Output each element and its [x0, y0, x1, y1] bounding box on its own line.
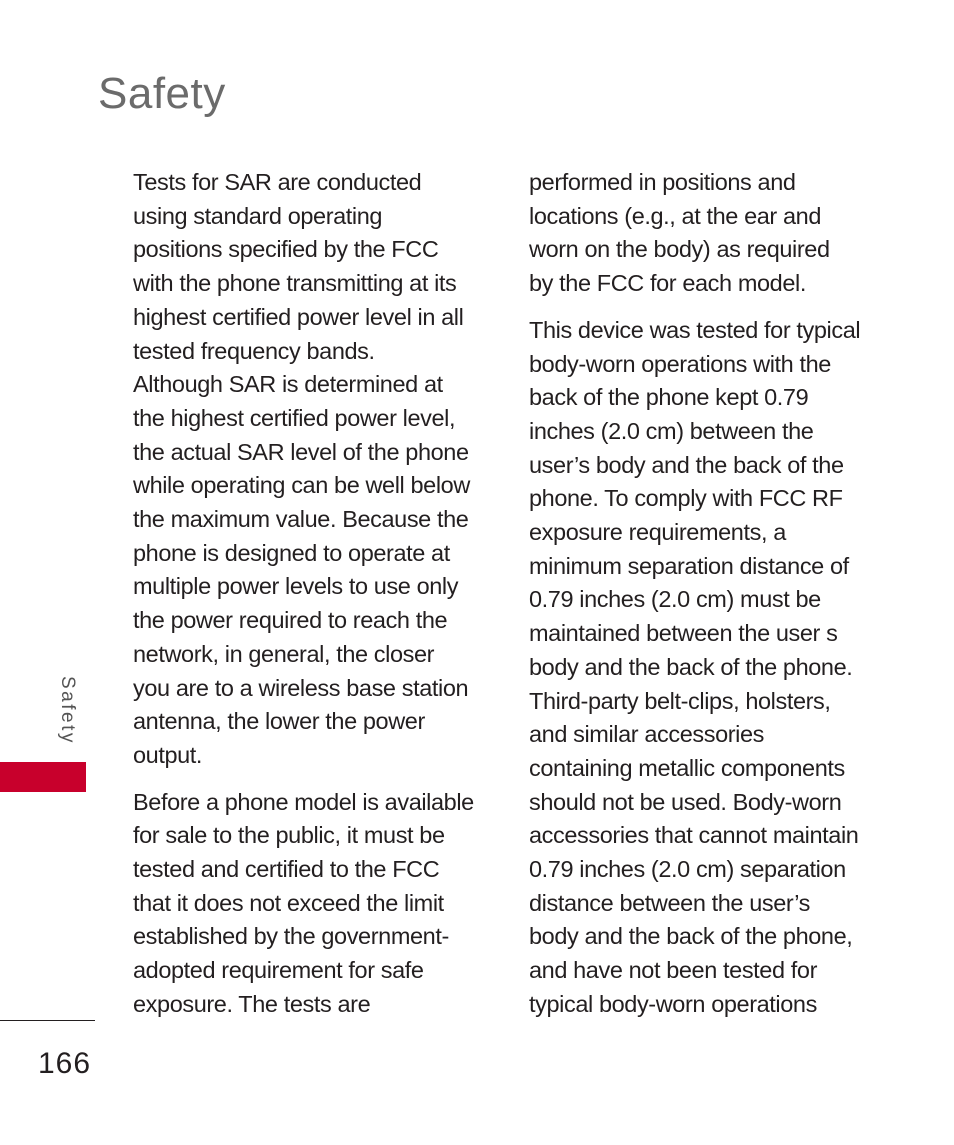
text-line: Third-party belt-clips, holsters, — [529, 687, 831, 714]
text-line: should not be used. Body-worn — [529, 788, 842, 815]
text-line: maintained between the user s — [529, 620, 838, 647]
text-line: highest certified power level in all — [133, 303, 464, 330]
page-number: 166 — [38, 1047, 92, 1080]
text-line: exposure. The tests are — [133, 990, 371, 1017]
text-line: exposure requirements, a — [529, 519, 786, 546]
right-column — [529, 166, 881, 1022]
text-line: phone is designed to operate at — [133, 539, 450, 566]
text-line: typical body-worn operations — [529, 990, 817, 1017]
text-line: performed in positions and — [529, 169, 796, 195]
text-line: using standard operating — [133, 202, 383, 229]
text-line: output. — [133, 741, 203, 768]
text-line: Before a phone model is available — [133, 788, 474, 815]
text-line: the highest certified power level, — [133, 404, 456, 431]
paragraph — [133, 166, 485, 773]
text-line: body-worn operations with the — [529, 350, 831, 377]
text-line: for sale to the public, it must be — [133, 822, 445, 849]
text-line: network, in general, the closer — [133, 640, 435, 667]
section-side-label-text: Safety — [57, 676, 78, 745]
text-line: body and the back of the phone. — [529, 653, 853, 680]
text-line: the actual SAR level of the phone — [133, 438, 469, 465]
text-line: Although SAR is determined at — [133, 371, 443, 398]
text-line: minimum separation distance of — [529, 552, 849, 579]
text-line: accessories that cannot maintain — [529, 822, 859, 849]
text-line: and have not been tested for — [529, 957, 818, 984]
text-line: with the phone transmitting at its — [133, 270, 457, 297]
page-title: Safety — [98, 69, 226, 118]
text-line: 0.79 inches (2.0 cm) separation — [529, 856, 846, 883]
paragraph-spacer — [133, 773, 485, 786]
text-line: containing metallic components — [529, 754, 845, 781]
text-line: the power required to reach the — [133, 607, 448, 634]
text-line: inches (2.0 cm) between the — [529, 417, 814, 444]
text-line: tested and certified to the FCC — [133, 856, 440, 883]
section-side-label — [54, 676, 78, 756]
text-line: established by the government- — [133, 923, 449, 950]
text-line: adopted requirement for safe — [133, 957, 424, 984]
text-line: positions specified by the FCC — [133, 236, 439, 263]
left-column — [133, 166, 485, 1022]
text-line: that it does not exceed the limit — [133, 889, 444, 916]
text-line: you are to a wireless base station — [133, 674, 469, 701]
footer-divider — [0, 1020, 95, 1021]
paragraph — [529, 314, 881, 1022]
text-line: locations (e.g., at the ear and — [529, 202, 821, 229]
text-line: phone. To comply with FCC RF — [529, 485, 843, 512]
text-line: the maximum value. Because the — [133, 506, 469, 533]
paragraph — [133, 786, 485, 1022]
section-tab-marker — [0, 762, 86, 792]
text-line: by the FCC for each model. — [529, 270, 806, 297]
paragraph — [529, 166, 881, 301]
text-line: user’s body and the back of the — [529, 451, 844, 478]
text-line: distance between the user’s — [529, 889, 810, 916]
text-line: body and the back of the phone, — [529, 923, 853, 950]
text-line: back of the phone kept 0.79 — [529, 384, 809, 411]
text-line: 0.79 inches (2.0 cm) must be — [529, 586, 821, 613]
text-line: and similar accessories — [529, 721, 765, 748]
text-line: multiple power levels to use only — [133, 573, 459, 600]
paragraph-spacer — [529, 301, 881, 314]
text-line: antenna, the lower the power — [133, 708, 425, 735]
text-line: Tests for SAR are conducted — [133, 169, 422, 195]
text-line: tested frequency bands. — [133, 337, 375, 364]
text-line: This device was tested for typical — [529, 316, 861, 343]
text-line: worn on the body) as required — [529, 236, 830, 263]
text-line: while operating can be well below — [133, 472, 470, 499]
